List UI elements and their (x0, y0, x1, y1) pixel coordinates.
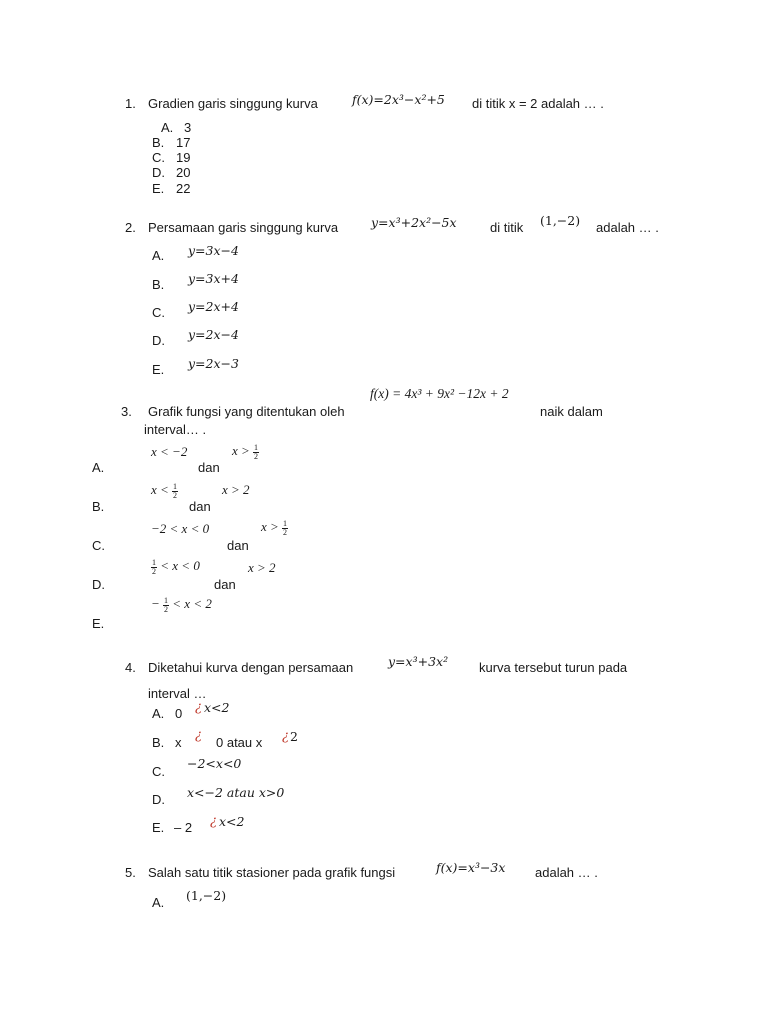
question-text: Salah satu titik stasioner pada grafik fungsi (148, 865, 396, 880)
option-right-condition: x > $\frac{1}{2}$ (232, 442, 259, 461)
question-number: 2. (125, 220, 136, 235)
option-value: y=2x−3 (188, 356, 239, 371)
option-left-condition: $\frac{1}{2}$ < x < 0 (152, 557, 200, 576)
option-pre: – 2 (174, 820, 193, 835)
option-letter: C. (152, 305, 165, 320)
question-suffix: naik dalam (540, 404, 603, 419)
question-formula: f(x) = 4x³ + 9x² −12x + 2 (370, 386, 509, 401)
question-suffix: adalah … . (596, 220, 659, 235)
question-text: Grafik fungsi yang ditentukan oleh (148, 404, 345, 419)
question-number: 3. (121, 404, 132, 419)
option-post: x<2 (219, 814, 245, 829)
option-value: (1,−2) (186, 888, 227, 903)
option-letter: B. (92, 499, 105, 514)
option-value: 3 (184, 120, 192, 135)
option-post: 2 (290, 729, 298, 744)
option-pre: 0 (175, 706, 183, 721)
question-formula: f(x)=x³−3x (436, 860, 506, 875)
option-pre: x (175, 735, 182, 750)
option-left-condition: x < $\frac{1}{2}$ (151, 481, 178, 500)
option-letter: A. (161, 120, 174, 135)
option-conjunction: dan (214, 577, 236, 592)
option-letter: C. (152, 150, 165, 165)
question-formula: y=x³+2x²−5x (371, 215, 457, 230)
question-suffix: adalah … . (535, 865, 598, 880)
option-left-condition: − $\frac{1}{2}$ < x < 2 (151, 595, 212, 614)
question-suffix: kurva tersebut turun pada (479, 660, 628, 675)
option-letter: B. (152, 135, 165, 150)
option-letter: D. (152, 333, 165, 348)
option-value: x<−2 atau x>0 (187, 785, 285, 800)
question-point: (1,−2) (540, 213, 581, 228)
option-conjunction: dan (198, 460, 220, 475)
option-value: 22 (176, 181, 191, 196)
option-letter: B. (152, 277, 165, 292)
option-letter: D. (152, 165, 165, 180)
option-left-condition: −2 < x < 0 (151, 521, 210, 536)
option-post: x<2 (204, 700, 230, 715)
option-letter: D. (152, 792, 165, 807)
question-formula: f(x)=2x³−x²+5 (352, 92, 445, 107)
option-value: 20 (176, 165, 191, 180)
question-number: 1. (125, 96, 136, 111)
question-mid-text: di titik (490, 220, 524, 235)
question-text: Persamaan garis singgung kurva (148, 220, 339, 235)
option-letter: C. (152, 764, 165, 779)
option-conjunction: dan (227, 538, 249, 553)
option-left-condition: x < −2 (151, 444, 188, 459)
question-text: Gradien garis singgung kurva (148, 96, 318, 111)
question-number: 4. (125, 660, 136, 675)
option-value: y=3x−4 (188, 243, 239, 258)
option-value: −2<x<0 (187, 756, 242, 771)
option-value: y=2x−4 (188, 327, 239, 342)
option-letter: E. (152, 362, 165, 377)
option-letter: A. (92, 460, 105, 475)
option-value: y=3x+4 (188, 271, 239, 286)
question-text-continued: interval… . (144, 422, 207, 437)
option-letter: A. (152, 895, 165, 910)
option-value: y=2x+4 (188, 299, 239, 314)
option-letter: A. (152, 248, 165, 263)
option-garbled-symbol: ¿ (195, 728, 202, 743)
option-conjunction: dan (189, 499, 211, 514)
option-right-condition: x > 2 (248, 560, 276, 575)
option-value: 19 (176, 150, 191, 165)
option-garbled-symbol: ¿ (210, 814, 217, 829)
question-text-continued: interval … (148, 686, 207, 701)
option-mid: 0 atau x (216, 735, 263, 750)
question-text: Diketahui kurva dengan persamaan (148, 660, 354, 675)
option-right-condition: x > $\frac{1}{2}$ (261, 518, 288, 537)
option-right-condition: x > 2 (222, 482, 250, 497)
option-letter: D. (92, 577, 105, 592)
question-suffix: di titik x = 2 adalah … . (472, 96, 604, 111)
option-letter: E. (92, 616, 105, 631)
option-garbled-symbol: ¿ (282, 729, 289, 744)
option-letter: B. (152, 735, 165, 750)
question-number: 5. (125, 865, 136, 880)
option-letter: E. (152, 820, 165, 835)
option-letter: A. (152, 706, 165, 721)
option-letter: C. (92, 538, 105, 553)
option-value: 17 (176, 135, 191, 150)
option-letter: E. (152, 181, 165, 196)
option-garbled-symbol: ¿ (195, 700, 202, 715)
question-formula: y=x³+3x² (388, 654, 449, 669)
